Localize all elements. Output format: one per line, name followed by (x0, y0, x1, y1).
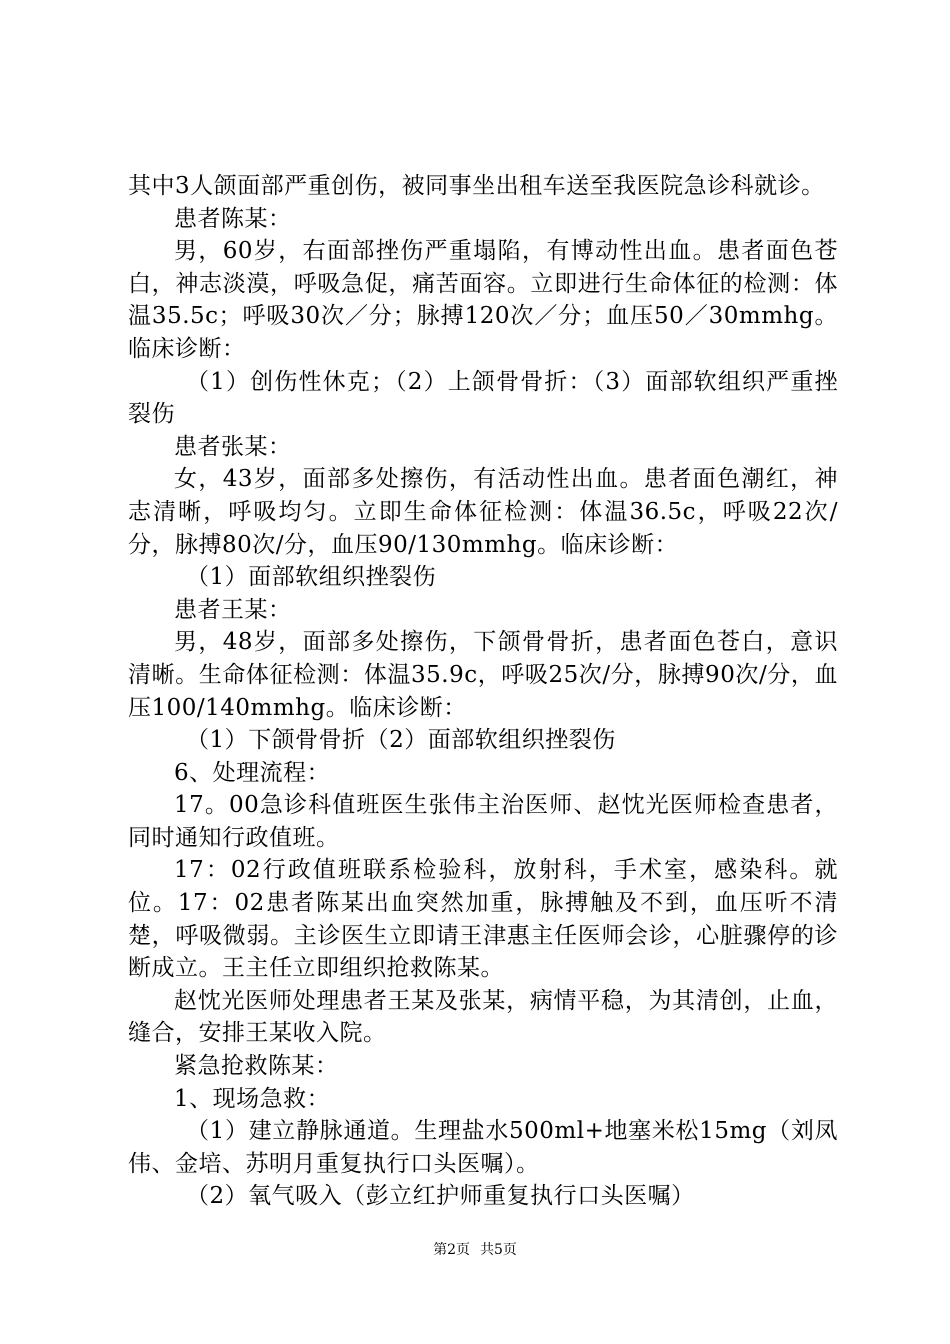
paragraph: 男，60岁，右面部挫伤严重塌陷，有博动性出血。患者面色苍白，神志淡漠，呼吸急促，痛苦面容。立即进行生命体征的检测：体温35.5c；呼吸30次／分；脉搏120次／分；血压50／30mmhg。临床诊断： (128, 238, 838, 362)
diagnosis-line: （1）面部软组织挫裂伤 (186, 564, 437, 591)
section-heading: 紧急抢救陈某： (174, 1053, 339, 1080)
document-body (128, 170, 838, 1213)
page-total: 共5页 (480, 1242, 517, 1258)
patient-heading: 患者王某： (174, 596, 292, 623)
list-item: （1）建立静脉通道。生理盐水500ml+地塞米松15mg（刘凤伟、金培、苏明月重复执行口头医嘱）。 (128, 1118, 838, 1177)
patient-heading: 患者陈某： (174, 205, 292, 232)
list-item: （2）氧气吸入（彭立红护师重复执行口头医嘱） (186, 1183, 695, 1210)
diagnosis-line: （1）下颌骨骨折（2）面部软组织挫裂伤 (186, 727, 616, 754)
diagnosis-line: （1）创伤性休克；（2）上颌骨骨折：（3）面部软组织严重挫裂伤 (128, 368, 838, 428)
paragraph: 17。00急诊科值班医生张伟主治医师、赵忱光医师检查患者，同时通知行政值班。 (128, 792, 838, 851)
section-heading: 6、处理流程： (174, 759, 331, 786)
paragraph: 赵忱光医师处理患者王某及张某，病情平稳，为其清创，止血，缝合，安排王某收入院。 (128, 987, 838, 1047)
section-heading: 1、现场急救： (174, 1085, 331, 1112)
paragraph: 其中3人颌面部严重创伤，被同事坐出租车送至我医院急诊科就诊。 (128, 173, 825, 199)
paragraph: 女，43岁，面部多处擦伤，有活动性出血。患者面色潮红，神志清晰，呼吸均匀。立即生命体征检测：体温36.5c，呼吸22次/分，脉搏80次/分，血压90/130mmhg。临床诊断： (128, 466, 838, 558)
patient-heading: 患者张某： (174, 433, 292, 460)
page-number: 第2页 (433, 1242, 470, 1258)
page-footer (0, 1241, 950, 1259)
paragraph: 17：02行政值班联系检验科，放射科，手术室，感染科。就位。17：02患者陈某出血突然加重，脉搏触及不到，血压听不清楚，呼吸微弱。主诊医生立即请王津惠主任医师会诊，心脏骤停的诊断成立。王主任立即组织抢救陈某。 (128, 857, 838, 982)
paragraph: 男，48岁，面部多处擦伤，下颌骨骨折，患者面色苍白，意识清晰。生命体征检测：体温35.9c，呼吸25次/分，脉搏90次/分，血压100/140mmhg。临床诊断： (128, 629, 838, 721)
